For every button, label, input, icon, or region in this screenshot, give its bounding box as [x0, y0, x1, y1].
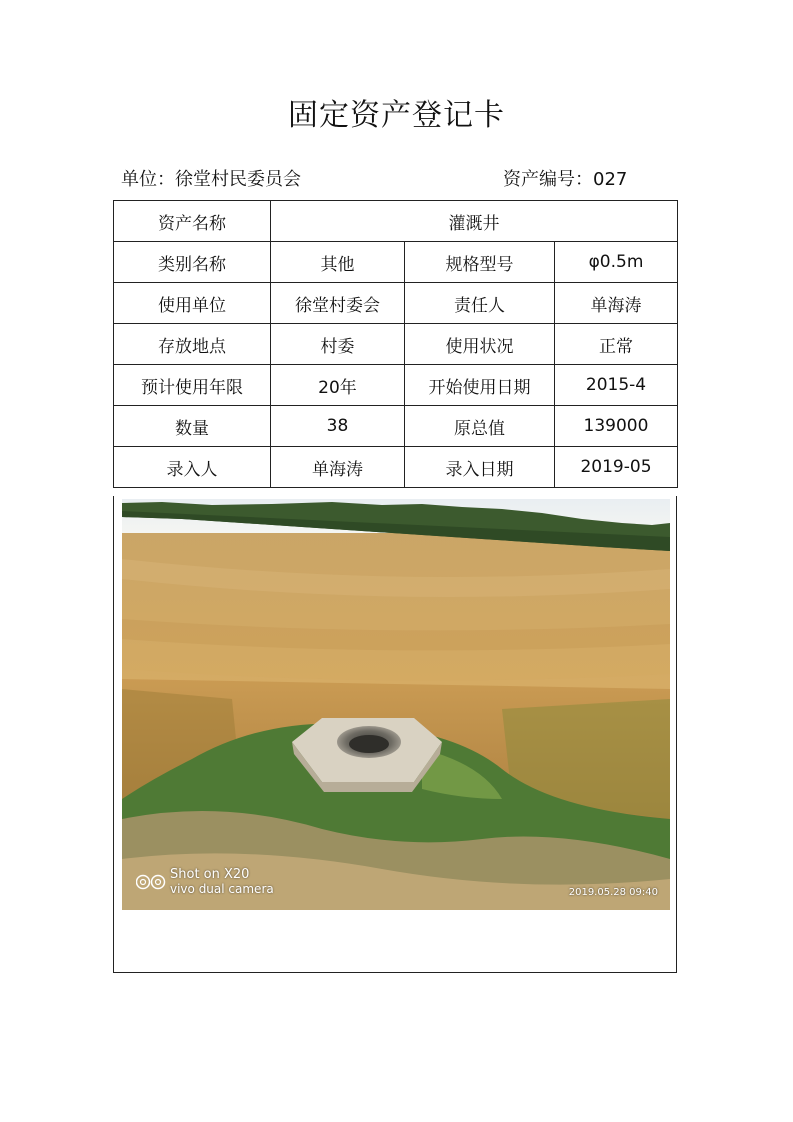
- status-label: 使用状况: [405, 324, 555, 365]
- camera-watermark: [136, 868, 274, 896]
- lifespan-label: 预计使用年限: [114, 365, 271, 406]
- table-row: [114, 283, 678, 324]
- spec-label: 规格型号: [405, 242, 555, 283]
- responsible-value: 单海涛: [555, 283, 678, 324]
- asset-name-value: 灌溉井: [271, 201, 678, 242]
- quantity-label: 数量: [114, 406, 271, 447]
- entered-by-label: 录入人: [114, 447, 271, 488]
- table-row: [114, 365, 678, 406]
- entry-date-label: 录入日期: [405, 447, 555, 488]
- user-unit-value: 徐堂村委会: [271, 283, 405, 324]
- table-row: [114, 201, 678, 242]
- photo-cell: [113, 496, 677, 973]
- status-value: 正常: [555, 324, 678, 365]
- asset-photo: [122, 499, 670, 910]
- entered-by-value: 单海涛: [271, 447, 405, 488]
- wheat-field-well-photo: [122, 499, 670, 910]
- responsible-label: 责任人: [405, 283, 555, 324]
- camera-aperture-icon: [136, 874, 166, 890]
- quantity-value: 38: [271, 406, 405, 447]
- spec-value: φ0.5m: [555, 242, 678, 283]
- table-row: [114, 447, 678, 488]
- entry-date-value: 2019-05: [555, 447, 678, 488]
- category-label: 类别名称: [114, 242, 271, 283]
- location-label: 存放地点: [114, 324, 271, 365]
- watermark-camera: vivo dual camera: [170, 882, 274, 896]
- category-value: 其他: [271, 242, 405, 283]
- page-title: 固定资产登记卡: [288, 98, 505, 133]
- start-date-value: 2015-4: [555, 365, 678, 406]
- total-value-value: 139000: [555, 406, 678, 447]
- unit-label: 单位：徐堂村民委员会: [121, 169, 301, 190]
- start-date-label: 开始使用日期: [405, 365, 555, 406]
- photo-timestamp: 2019.05.28 09:40: [568, 887, 658, 898]
- asset-code-label: 资产编号：027: [503, 169, 628, 190]
- location-value: 村委: [271, 324, 405, 365]
- total-value-label: 原总值: [405, 406, 555, 447]
- table-row: [114, 242, 678, 283]
- asset-table: [113, 200, 678, 488]
- asset-name-label: 资产名称: [114, 201, 271, 242]
- table-row: [114, 406, 678, 447]
- user-unit-label: 使用单位: [114, 283, 271, 324]
- table-row: [114, 324, 678, 365]
- watermark-model: Shot on X20: [170, 867, 250, 882]
- lifespan-value: 20年: [271, 365, 405, 406]
